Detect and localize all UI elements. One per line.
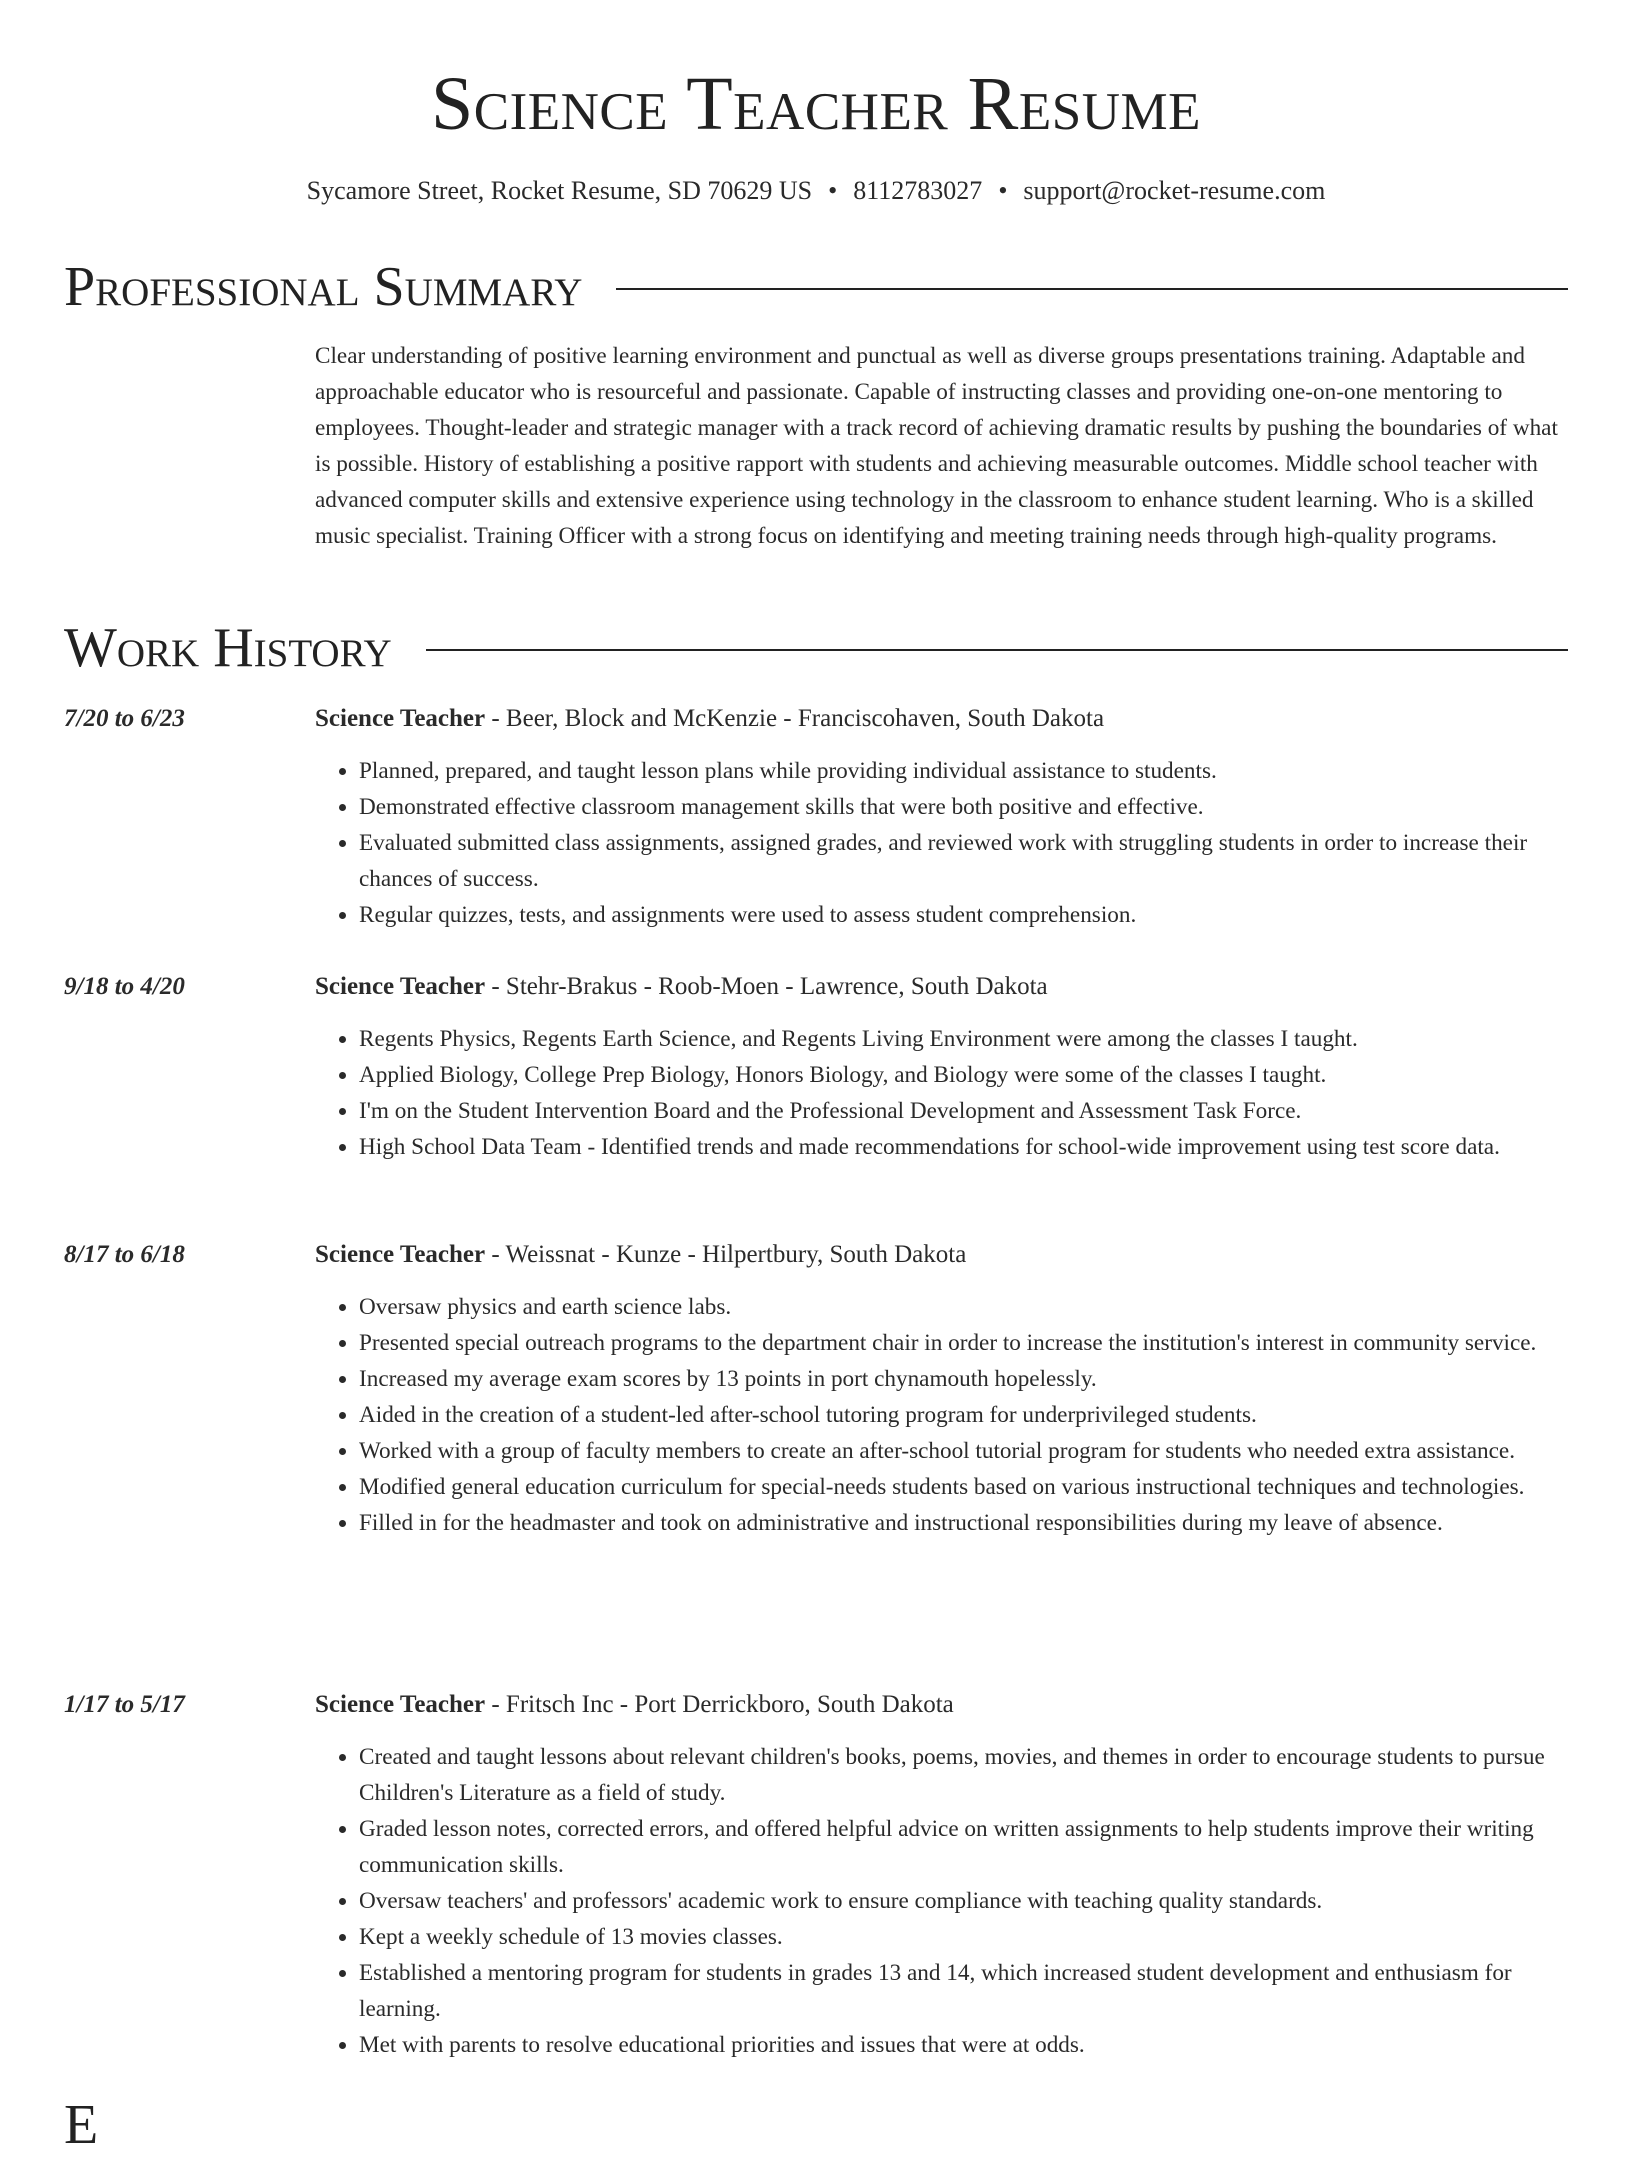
job-bullet: • Established a mentoring program for students in grades 13 and 14, which increased student development and enthusiasm for learning.	[359, 1955, 1568, 2027]
job-bullets	[315, 1289, 1568, 1541]
job-dates: 9/18 to 4/20	[64, 973, 185, 1000]
section-divider	[616, 288, 1568, 290]
job-bullet: • Planned, prepared, and taught lesson plans while providing individual assistance to students.	[359, 753, 1568, 789]
section-title: Work History	[64, 617, 392, 679]
job-bullet: • Filled in for the headmaster and took on administrative and instructional responsibilities during my leave of absence.	[359, 1505, 1568, 1541]
contact-phone: 8112783027	[853, 176, 983, 205]
resume-title: Science Teacher Resume	[430, 62, 1201, 146]
job-heading	[315, 1687, 954, 1723]
job-bullet: • Regular quizzes, tests, and assignments were used to assess student comprehension.	[359, 897, 1568, 933]
job-bullet: • Oversaw physics and earth science labs.	[359, 1289, 1568, 1325]
job-role: Science Teacher	[315, 1691, 486, 1718]
job-heading	[315, 1237, 966, 1273]
job-bullets	[315, 1021, 1568, 1165]
job-bullet: • Demonstrated effective classroom management skills that were both positive and effective.	[359, 789, 1568, 825]
job-bullet: • Modified general education curriculum for special-needs students based on various instructional techniques and technologies.	[359, 1469, 1568, 1505]
job-bullet: • Worked with a group of faculty members to create an after-school tutorial program for students who needed extra assistance.	[359, 1433, 1568, 1469]
job-role: Science Teacher	[315, 705, 486, 732]
job-bullet: • Presented special outreach programs to the department chair in order to increase the institution's interest in community service.	[359, 1325, 1568, 1361]
summary-text: Clear understanding of positive learning environment and punctual as well as diverse groups presentations training. Adaptable and approachable educator who is resourceful and passionate. Capable of instructing classes and providing one-on-one mentoring to employees. Thought-leader and strategic manager with a track record of achieving dramatic results by pushing the boundaries of what is possible. History of establishing a positive rapport with students and achieving measurable outcomes. Middle school teacher with advanced computer skills and extensive experience using technology in the classroom to enhance student learning. Who is a skilled music specialist. Training Officer with a strong focus on identifying and meeting training needs through high-quality programs.	[315, 343, 1558, 549]
job-heading	[315, 969, 1048, 1005]
contact-address: Sycamore Street, Rocket Resume, SD 70629 US	[306, 176, 813, 205]
job-bullet: • Oversaw teachers' and professors' academic work to ensure compliance with teaching quality standards.	[359, 1883, 1568, 1919]
job-bullet: • Kept a weekly schedule of 13 movies classes.	[359, 1919, 1568, 1955]
job-bullet: • High School Data Team - Identified trends and made recommendations for school-wide improvement using test score data.	[359, 1129, 1568, 1165]
section-title: Professional Summary	[64, 256, 583, 318]
job-bullet: • Graded lesson notes, corrected errors, and offered helpful advice on written assignments to help students improve their writing communication skills.	[359, 1811, 1568, 1883]
job-details: - Weissnat - Kunze - Hilpertbury, South Dakota	[485, 1241, 967, 1268]
job-bullet: • Created and taught lessons about relevant children's books, poems, movies, and themes in order to encourage students to pursue Children's Literature as a field of study.	[359, 1739, 1568, 1811]
next-section-heading-partial: E	[64, 2094, 99, 2156]
job-bullets	[315, 753, 1568, 933]
job-details: - Fritsch Inc - Port Derrickboro, South Dakota	[485, 1691, 954, 1718]
job-bullet: • Aided in the creation of a student-led after-school tutoring program for underprivileged students.	[359, 1397, 1568, 1433]
job-heading	[315, 701, 1104, 737]
contact-line	[0, 174, 1632, 208]
job-bullets	[315, 1739, 1568, 2063]
job-role: Science Teacher	[315, 1241, 486, 1268]
job-bullet: • Increased my average exam scores by 13 points in port chynamouth hopelessly.	[359, 1361, 1568, 1397]
job-bullet: • Evaluated submitted class assignments, assigned grades, and reviewed work with struggling students in order to increase their chances of success.	[359, 825, 1568, 897]
section-heading-summary	[64, 252, 1568, 322]
contact-email: support@rocket-resume.com	[1023, 176, 1326, 205]
job-role: Science Teacher	[315, 973, 486, 1000]
job-dates: 1/17 to 5/17	[64, 1691, 185, 1718]
job-details: - Beer, Block and McKenzie - Franciscohaven, South Dakota	[485, 705, 1105, 732]
job-bullet: • Regents Physics, Regents Earth Science, and Regents Living Environment were among the classes I taught.	[359, 1021, 1568, 1057]
separator-dot: •	[998, 176, 1008, 205]
job-details: - Stehr-Brakus - Roob-Moen - Lawrence, South Dakota	[485, 973, 1048, 1000]
job-dates: 7/20 to 6/23	[64, 705, 185, 732]
job-dates: 8/17 to 6/18	[64, 1241, 185, 1268]
job-bullet: • Applied Biology, College Prep Biology, Honors Biology, and Biology were some of the classes I taught.	[359, 1057, 1568, 1093]
section-heading-work	[64, 613, 1568, 683]
job-bullet: • I'm on the Student Intervention Board and the Professional Development and Assessment Task Force.	[359, 1093, 1568, 1129]
section-divider	[426, 649, 1568, 651]
separator-dot: •	[828, 176, 838, 205]
job-bullet: • Met with parents to resolve educational priorities and issues that were at odds.	[359, 2027, 1568, 2063]
